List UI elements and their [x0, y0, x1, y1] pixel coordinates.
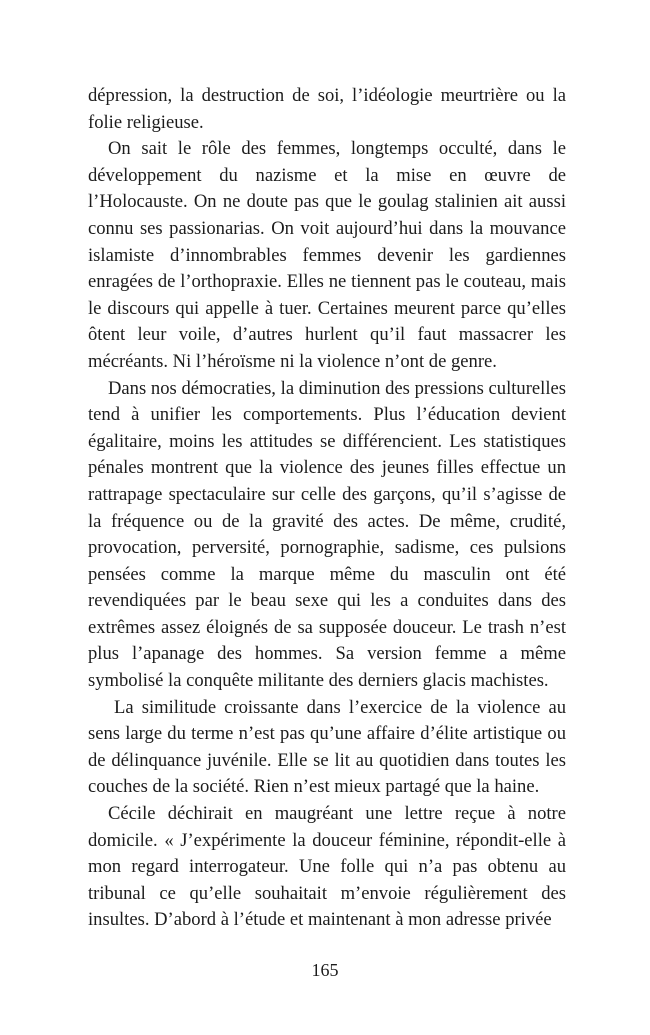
paragraph-4: La similitude croissante dans l’exercice de la violence au sens large du terme n’est pas qu’une affaire d’élite artistique ou de délinquance juvénile. Elle se lit au quotidien dans toutes les couches de la société. Rien n’est mieux partagé que la haine.	[88, 696, 566, 798]
paragraph-3: Dans nos démocraties, la diminution des pressions culturelles tend à unifier les comportements. Plus l’éducation devient égalitaire, moins les attitudes se différencient. Les statistiques pénales montrent que la violence des jeunes filles effectue un rattrapage spectaculaire sur celle des garçons, qu’il s’agisse de la fréquence ou de la gravité des actes. De même, crudité, provocation, perversité, pornographie, sadisme, ces pulsions pensées comme la marque même du masculin ont été revendiquées par le beau sexe qui les a conduites dans des extrêmes assez éloignés de sa supposée douceur. Le trash n’est plus l’apanage des hommes. Sa version femme a même symbolisé la conquête militante des derniers glacis machistes.	[88, 377, 566, 692]
page-number: 165	[311, 960, 339, 980]
paragraph-5: Cécile déchirait en maugréant une lettre reçue à notre domicile. « J’expérimente la douceur féminine, répondit-elle à mon regard interrogateur. Une folle qui n’a pas obtenu au tribunal ce qu’elle souhaitait m’envoie régulièrement des insultes. D’abord à l’étude et maintenant à mon adresse privée	[88, 803, 566, 931]
page-body	[88, 83, 566, 934]
paragraph-2: On sait le rôle des femmes, longtemps occulté, dans le développement du nazisme et la mise en œuvre de l’Holocauste. On ne doute pas que le goulag stalinien ait aussi connu ses passionarias. On voit aujourd’hui dans la mouvance islamiste d’innombrables femmes devenir les gardiennes enragées de l’orthopraxie. Elles ne tiennent pas le couteau, mais le discours qui appelle à tuer. Certaines meurent parce qu’elles ôtent leur voile, d’autres hurlent qu’il faut massacrer les mécréants. Ni l’héroïsme ni la violence n’ont de genre.	[88, 138, 566, 372]
paragraph-1: dépression, la destruction de soi, l’idéologie meurtrière ou la folie religieuse.	[88, 85, 566, 133]
